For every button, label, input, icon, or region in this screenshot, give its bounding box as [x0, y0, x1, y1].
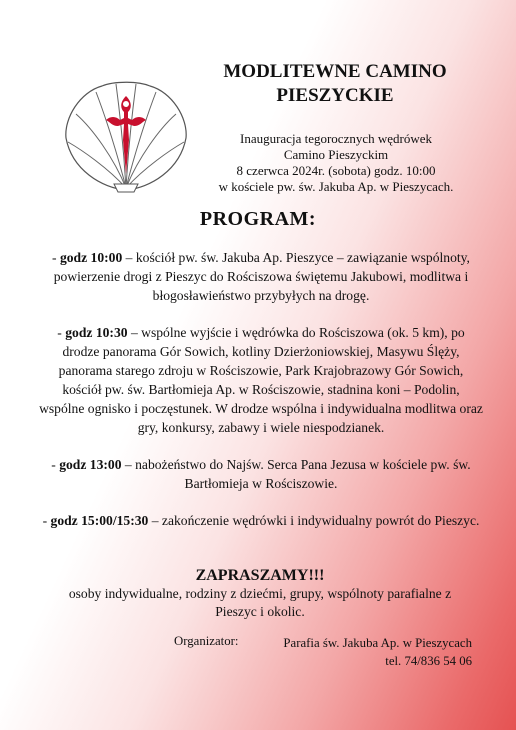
organizer-label: Organizator: — [174, 634, 239, 648]
intro-line-4: w kościele pw. św. Jakuba Ap. w Pieszycach. — [218, 179, 454, 194]
organizer-info — [283, 634, 472, 670]
closing-block — [60, 566, 460, 621]
item-time: godz 10:00 — [59, 250, 123, 265]
program-list — [38, 248, 484, 548]
program-item — [38, 248, 484, 305]
program-item — [38, 455, 484, 493]
item-time: godz 15:00/15:30 — [50, 513, 149, 528]
intro-line-2: Camino Pieszyckim — [283, 147, 389, 162]
audience-text: osoby indywidualne, rodziny z dziećmi, grupy, wspólnoty parafialne z Pieszyc i okolic. — [68, 586, 452, 619]
program-item — [38, 323, 484, 437]
organizer-phone: tel. 74/836 54 06 — [385, 654, 472, 668]
organizer-name: Parafia św. Jakuba Ap. w Pieszycach — [283, 636, 472, 650]
item-bullet: - — [57, 325, 66, 340]
intro-line-1: Inauguracja tegorocznych wędrówek — [239, 131, 433, 146]
item-bullet: - — [52, 250, 60, 265]
item-bullet: - — [51, 457, 60, 472]
item-text: – wspólne wyjście i wędrówka do Rościszowa (ok. 5 km), po drodze panorama Gór Sowich, kotliny Dzierżoniowskiej, Masywu Ślęży, panorama starego zdroju w Rościszowie, Park Krajobrazowy Gór Sowich, kościół pw. św. Bartłomieja Ap. w Rościszowie, stadnina koni – Podolin, wspólne ognisko i poczęstunek. W drodze wspólna i indywidualna modlitwa oraz gry, konkursy, zabawy i wiele niespodzianek. — [39, 325, 483, 435]
item-time: godz 10:30 — [65, 325, 128, 340]
title-line-2: PIESZYCKIE — [276, 85, 394, 106]
program-item — [38, 511, 484, 530]
item-bullet: - — [42, 513, 51, 528]
item-text: – nabożeństwo do Najśw. Serca Pana Jezusa w kościele pw. św. Bartłomieja w Rościszowie. — [121, 457, 471, 491]
item-text: – kościół pw. św. Jakuba Ap. Pieszyce – zawiązanie wspólnoty, powierzenie drogi z Pieszyc do Rościszowa świętemu Jakubowi, modlitwa i błogosławieństwo przybyłych na drogę. — [53, 250, 470, 303]
item-text: – zakończenie wędrówki i indywidualny powrót do Pieszyc. — [148, 513, 480, 528]
invitation-heading: ZAPRASZAMY!!! — [195, 567, 325, 584]
intro-line-3: 8 czerwca 2024r. (sobota) godz. 10:00 — [236, 163, 436, 178]
item-time: godz 13:00 — [59, 457, 122, 472]
scallop-shell-cross-icon — [62, 78, 190, 196]
intro-block — [192, 131, 480, 195]
page-title — [200, 60, 470, 108]
program-heading: PROGRAM: — [199, 208, 317, 230]
title-line-1: MODLITEWNE CAMINO — [223, 61, 447, 82]
